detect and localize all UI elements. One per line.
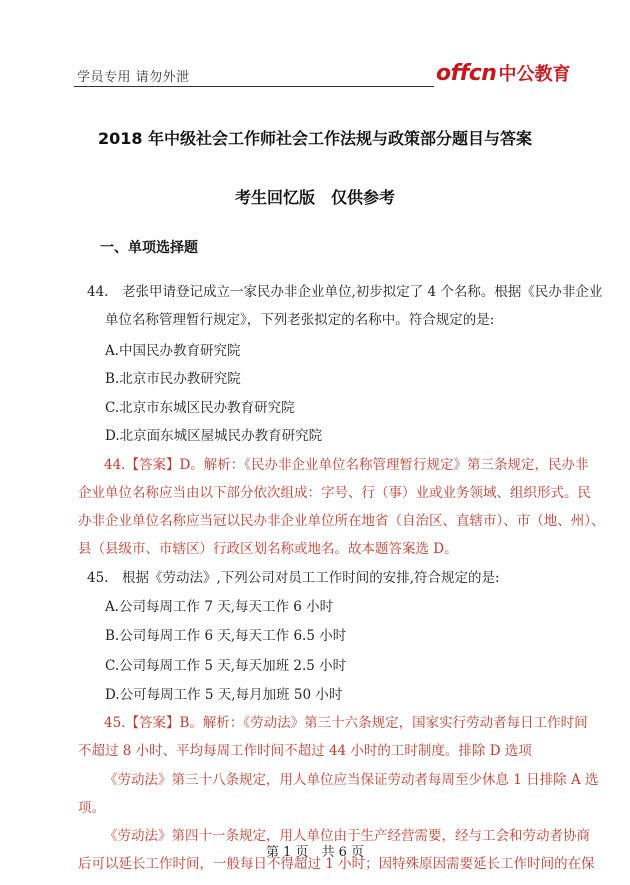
q45-option-a: A.公司每周工作 7 天,每天工作 6 小时 xyxy=(105,599,334,615)
page-footer: 第 1 页 共 6 页 xyxy=(265,845,365,860)
q45-option-d: D.公可每周工作 5 天,每月加班 50 小时 xyxy=(105,687,343,703)
logo-chinese: 中公教育 xyxy=(498,64,571,85)
q45-answer-line-1: 45.【答案】B。解析：《劳动法》第三十六条规定，国家实行劳动者每日工作时间 xyxy=(104,715,588,731)
q44-answer-line-3: 办非企业单位名称应当冠以民办非企业单位所在地省（自治区、直辖市）、市（地、州）、 xyxy=(78,513,605,529)
q45-option-b: B.公司每周工作 6 天,每天工作 6.5 小时 xyxy=(105,628,347,644)
q45-option-c: C.公司每周工作 5 天,每天加班 2.5 小时 xyxy=(105,658,347,674)
header-confidential-note: 学员专用 请勿外泄 xyxy=(77,70,190,85)
q45-answer-line-3: 《劳动法》第三十八条规定，用人单位应当保证劳动者每周至少休息 1 日排除 A 选 xyxy=(104,772,599,788)
q45-answer-line-6: 后可以延长工作时间，一般每日不得超过 1 小时；因特殊原因需要延长工作时间的在保 xyxy=(78,856,595,872)
q45-answer-line-4: 项。 xyxy=(78,800,105,816)
q44-option-d: D.北京面东城区屋城民办教育研究院 xyxy=(105,428,323,444)
q44-stem-line-1: 44. 老张甲请登记成立一家民办非企业单位,初步拟定了 4 个名称。根据《民办非企业 xyxy=(87,284,603,300)
q44-answer-line-1: 44.【答案】D。解析：《民办非企业单位名称管理暂行规定》第三条规定，民办非 xyxy=(104,457,589,473)
q44-option-c: C.北京市东城区民办教育研究院 xyxy=(105,400,295,416)
q45-stem: 45. 根据《劳动法》,下列公司对员工工作时间的安排,符合规定的是: xyxy=(87,570,500,586)
q45-answer-line-5: 《劳动法》第四十一条规定，用人单位由于生产经营需要，经与工会和劳动者协商 xyxy=(104,828,590,844)
brand-logo xyxy=(436,60,570,86)
section-heading: 一、单项选择题 xyxy=(100,240,198,256)
q45-answer-line-2: 不超过 8 小时、平均每周工作时间不超过 44 小时的工时制度。排除 D 选项 xyxy=(78,743,532,759)
q44-option-a: A.中国民办教育研究院 xyxy=(105,343,241,359)
document-subtitle: 考生回忆版 仅供参考 xyxy=(234,188,395,207)
q44-option-b: B.北京市民办教研究院 xyxy=(105,371,241,387)
q44-answer-line-4: 县（县级市、市辖区）行政区划名称或地名。故本题答案选 D。 xyxy=(78,541,458,557)
q44-stem-line-2: 单位名称管理暂行规定》，下列老张拟定的名称中。符合规定的是: xyxy=(105,312,495,328)
logo-latin: offcn xyxy=(436,61,497,86)
q44-answer-line-2: 企业单位名称应当由以下部分依次组成：字号、行（事）业或业务领域、组织形式。民 xyxy=(78,485,591,501)
header-divider xyxy=(74,86,434,87)
document-title: 2018 年中级社会工作师社会工作法规与政策部分题目与答案 xyxy=(97,129,533,148)
